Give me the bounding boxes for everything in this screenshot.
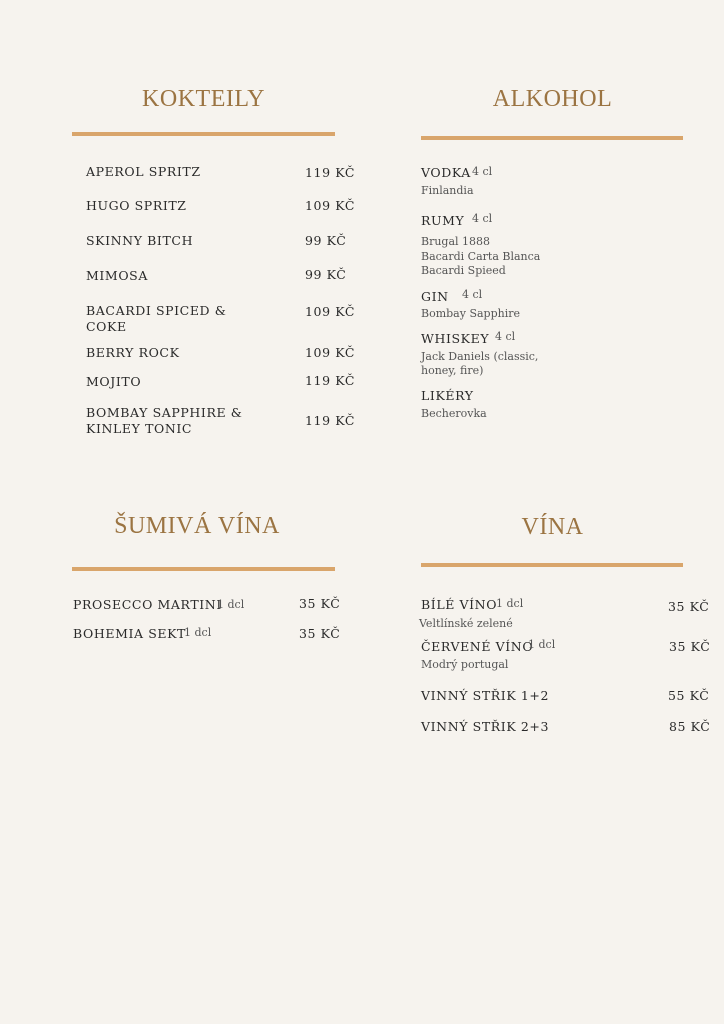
alkohol-group-name: VODKA	[421, 165, 471, 180]
sumiva-item-unit: 1 dcl	[217, 598, 245, 611]
vina-item-name: VINNÝ STŘIK 1+2	[421, 688, 550, 703]
kokteily-item-name: APEROL SPRITZ	[86, 164, 201, 179]
alkohol-heading: ALKOHOL	[492, 86, 613, 112]
kokteily-rule	[72, 132, 335, 136]
kokteily-item-price: 119 KČ	[305, 413, 355, 428]
alkohol-rule	[421, 136, 683, 140]
alkohol-group-unit: 4 cl	[472, 165, 493, 178]
alkohol-brand: Bacardi Spieed	[421, 264, 506, 277]
kokteily-item-price: 109 KČ	[305, 304, 355, 319]
alkohol-brand: Bacardi Carta Blanca	[421, 249, 541, 263]
alkohol-brand: honey, fire)	[421, 364, 484, 377]
alkohol-brand: Finlandia	[421, 184, 474, 197]
kokteily-heading: KOKTEILY	[142, 86, 265, 112]
vina-rule	[421, 563, 683, 567]
kokteily-item-name: SKINNY BITCH	[86, 233, 194, 248]
kokteily-item-name: BOMBAY SAPPHIRE &	[86, 405, 243, 420]
sumiva-item-price: 35 KČ	[299, 626, 341, 641]
kokteily-item-name: MIMOSA	[86, 268, 148, 283]
sumiva-item-name: PROSECCO MARTINI	[73, 597, 222, 612]
vina-item-price: 55 KČ	[668, 688, 710, 703]
sumiva-rule	[72, 567, 335, 571]
kokteily-item-name: COKE	[86, 319, 127, 334]
kokteily-item-name: KINLEY TONIC	[86, 421, 193, 436]
vina-item-note: Veltlínské zelené	[419, 617, 513, 630]
vina-item-price: 85 KČ	[669, 719, 711, 734]
vina-item-note: Modrý portugal	[421, 658, 509, 671]
kokteily-item-price: 119 KČ	[305, 373, 355, 388]
alkohol-group-unit: 4 cl	[472, 212, 493, 225]
kokteily-item-name: MOJITO	[86, 374, 142, 389]
kokteily-item-price: 119 KČ	[305, 165, 355, 180]
sumiva-item-price: 35 KČ	[299, 596, 341, 611]
kokteily-item-name: HUGO SPRITZ	[86, 198, 187, 213]
alkohol-group-name: RUMY	[421, 213, 465, 228]
alkohol-group-unit: 4 cl	[495, 330, 516, 343]
vina-item-price: 35 KČ	[669, 639, 711, 654]
alkohol-brand: Bombay Sapphire	[421, 307, 520, 320]
vina-item-name: ČERVENÉ VÍNO	[421, 639, 534, 654]
sumiva-item-name: BOHEMIA SEKT	[73, 626, 186, 641]
kokteily-item-name: BERRY ROCK	[86, 345, 180, 360]
vina-item-name: VINNÝ STŘIK 2+3	[421, 719, 550, 734]
alkohol-group-name: GIN	[421, 289, 449, 304]
kokteily-item-name: BACARDI SPICED &	[86, 303, 227, 318]
alkohol-brand: Jack Daniels (classic,	[421, 350, 539, 363]
alkohol-group-name: WHISKEY	[421, 331, 490, 346]
vina-item-unit: 1 dcl	[496, 597, 524, 610]
sumiva-heading: ŠUMIVÁ VÍNA	[114, 513, 280, 539]
vina-item-price: 35 KČ	[668, 599, 710, 614]
vina-item-name: BÍLÉ VÍNO	[421, 597, 498, 612]
vina-heading: VÍNA	[521, 514, 584, 540]
alkohol-group-name: LIKÉRY	[421, 388, 474, 403]
vina-item-unit: 1 dcl	[528, 638, 556, 651]
kokteily-item-price: 99 KČ	[305, 267, 347, 282]
kokteily-item-price: 109 KČ	[305, 345, 355, 360]
alkohol-brand: Brugal 1888	[421, 235, 491, 248]
sumiva-item-unit: 1 dcl	[184, 626, 212, 639]
kokteily-item-price: 109 KČ	[305, 198, 355, 213]
alkohol-brand: Becherovka	[421, 407, 487, 420]
kokteily-item-price: 99 KČ	[305, 233, 347, 248]
alkohol-group-unit: 4 cl	[462, 288, 483, 301]
